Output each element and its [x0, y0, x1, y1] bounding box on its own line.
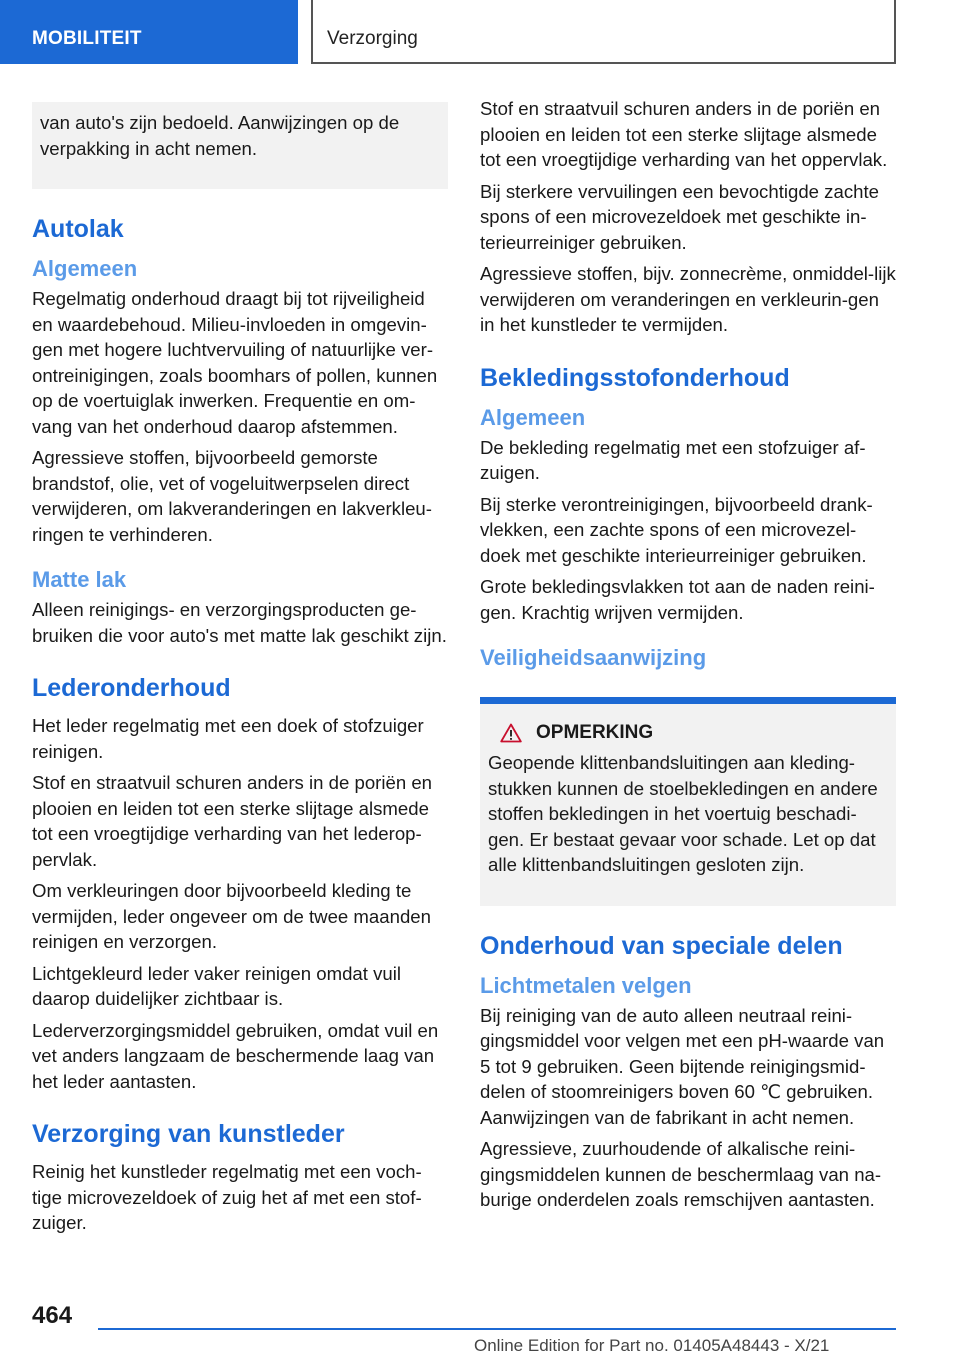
warning-triangle-icon — [500, 723, 522, 743]
section-tab: MOBILITEIT — [0, 0, 298, 64]
paragraph: Agressieve stoffen, bijvoorbeeld gemorste brandstof, olie, vet of vogeluitwerpselen direct verwijderen, om lakveranderingen en lakverkleu-ringen te verhinderen. — [32, 447, 432, 545]
topic-tab: Verzorging — [311, 0, 896, 64]
paragraph: Bij sterke verontreinigingen, bijvoorbeeld drank-vlekken, een zachte spons of een microvezel-doek met geschikte interieurreiniger gebruiken. — [480, 493, 873, 566]
note-text: van auto's zijn bedoeld. Aanwijzingen op de verpakking in acht nemen. — [40, 112, 400, 159]
paragraph: Bij reiniging van de auto alleen neutraal reini-gingsmiddel voor velgen met een pH-waarde van 5 tot 9 gebruiken. Geen bijtende reinigingsmid-delen of stoomreinigers boven 60 ℃ gebruiken. Aanwijzingen van de fabrikant in acht nemen. — [480, 1004, 885, 1128]
warning-header — [500, 722, 888, 744]
paragraph: Stof en straatvuil schuren anders in de poriën en plooien en leiden tot een sterke slijtage alsmede tot een vroegtijdige verharding van het oppervlak. — [480, 98, 888, 170]
paragraph: Reinig het kunstleder regelmatig met een voch-tige microvezeldoek of zuig het af met een stof-zuiger. — [32, 1161, 422, 1233]
heading-autolak: Autolak — [32, 215, 124, 243]
subheading-lichtmetalen-velgen: Lichtmetalen velgen — [480, 972, 692, 998]
left-column — [32, 96, 448, 1242]
heading-bekleding: Bekledingsstofonderhoud — [480, 363, 790, 392]
warning-label: OPMERKING — [536, 722, 654, 743]
heading-lederonderhoud: Lederonderhoud — [32, 674, 231, 702]
paragraph: Lederverzorgingsmiddel gebruiken, omdat vuil en vet anders langzaam de beschermende laag van het leder aantasten. — [32, 1019, 439, 1092]
warning-box — [480, 697, 896, 906]
note-box-continued — [32, 102, 448, 189]
paragraph: De bekleding regelmatig met een stofzuiger af-zuigen. — [480, 436, 866, 483]
subheading-algemeen: Algemeen — [32, 256, 138, 281]
paragraph: Om verkleuringen door bijvoorbeeld kleding te vermijden, leder ongeveer om de twee maanden reinigen en verzorgen. — [32, 880, 431, 952]
paragraph: Regelmatig onderhoud draagt bij tot rijveiligheid en waardebehoud. Milieu-invloeden in omgevin-gen met hogere luchtvervuiling of natuurlijke ver-ontreinigingen, zoals boomhars of pollen, kunnen op de voertuiglak inwerken. Frequentie en om-vang van het onderhoud daarop afstemmen. — [32, 288, 438, 437]
footer-edition: Online Edition for Part no. 01405A48443 - X/21 — [474, 1336, 830, 1355]
heading-speciale-delen: Onderhoud van speciale delen — [480, 931, 843, 960]
paragraph: Stof en straatvuil schuren anders in de poriën en plooien en leiden tot een sterke slijtage alsmede tot een vroegtijdige verharding van het lederop-pervlak. — [32, 772, 433, 870]
subheading-algemeen: Algemeen — [480, 404, 586, 430]
page-number: 464 — [32, 1302, 73, 1329]
subheading-veiligheid: Veiligheidsaanwijzing — [480, 645, 707, 670]
heading-kunstleder: Verzorging van kunstleder — [32, 1120, 345, 1148]
right-column — [480, 96, 896, 1219]
paragraph: Het leder regelmatig met een doek of stofzuiger reinigen. — [32, 715, 424, 762]
paragraph: Alleen reinigings- en verzorgingsproducten ge-bruiken die voor auto's met matte lak geschikt zijn. — [32, 599, 447, 646]
warning-text: Geopende klittenbandsluitingen aan kleding-stukken kunnen de stoelbekledingen en andere stoffen bekledingen in het voertuig beschadi-gen. Er bestaat gevaar voor schade. Let op dat alle klittenbandsluitingen gesloten zijn. — [488, 752, 878, 875]
paragraph: Agressieve stoffen, bijv. zonnecrème, onmiddel-lijk verwijderen om veranderingen en verkleurin-gen in het kunstleder te vermijden. — [480, 263, 896, 335]
paragraph: Agressieve, zuurhoudende of alkalische reini-gingsmiddelen kunnen de beschermlaag van na-burige onderdelen zoals remschijven aantasten. — [480, 1138, 882, 1210]
footer-divider — [98, 1328, 896, 1330]
paragraph: Bij sterkere vervuilingen een bevochtigde zachte spons of een microvezeldoek met geschikte in-terieurreiniger gebruiken. — [480, 180, 879, 253]
subheading-matte-lak: Matte lak — [32, 567, 127, 592]
paragraph: Lichtgekleurd leder vaker reinigen omdat vuil daarop duidelijker zichtbaar is. — [32, 962, 401, 1009]
paragraph: Grote bekledingsvlakken tot aan de naden reini-gen. Krachtig wrijven vermijden. — [480, 576, 875, 623]
